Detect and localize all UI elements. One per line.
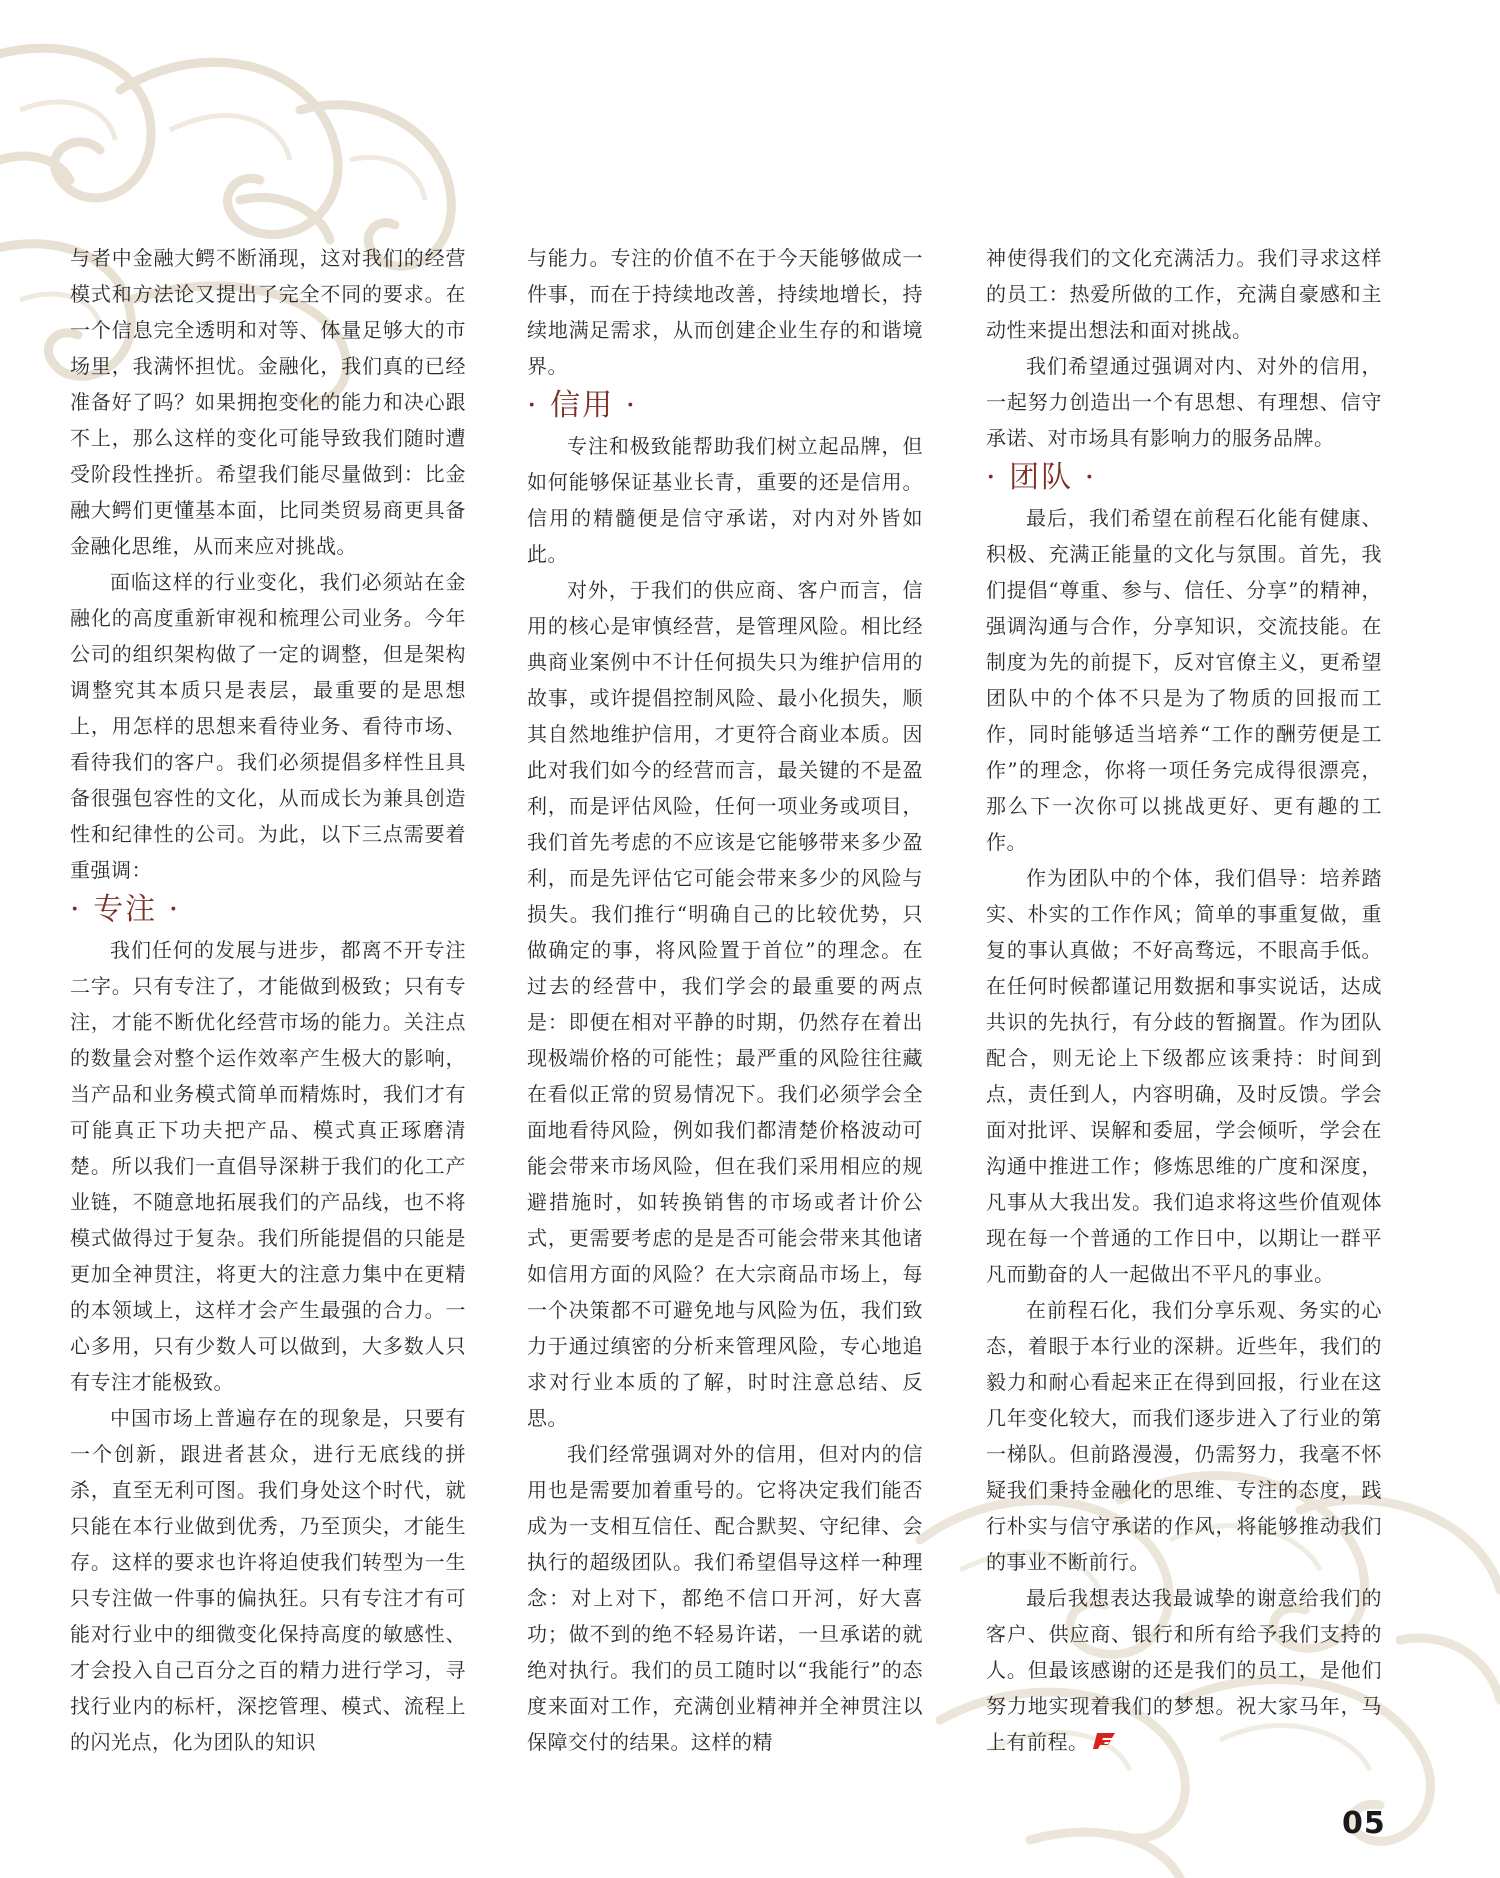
heading-dot: ·	[168, 892, 181, 927]
paragraph: 在前程石化，我们分享乐观、务实的心态，着眼于本行业的深耕。近些年，我们的毅力和耐心看起来正在得到回报，行业在这几年变化较大，而我们逐步进入了行业的第一梯队。但前路漫漫，仍需努力，我毫不怀疑我们秉持金融化的思维、专注的态度，践行朴实与信守承诺的作风，将能够推动我们的事业不断前行。	[986, 1298, 1382, 1574]
paragraph-closing	[986, 1580, 1382, 1760]
section-heading-text: 专注	[93, 892, 158, 927]
closing-text: 最后我想表达我最诚挚的谢意给我们的客户、供应商、银行和所有给予我们支持的人。但最该感谢的还是我们的员工，是他们努力地实现着我们的梦想。祝大家马年，马上有前程。	[986, 1586, 1382, 1754]
paragraph: 对外，于我们的供应商、客户而言，信用的核心是审慎经营，是管理风险。相比经典商业案例中不计任何损失只为维护信用的故事，或许提倡控制风险、最小化损失，顺其自然地维护信用，才更符合商业本质。因此对我们如今的经营而言，最关键的不是盈利，而是评估风险，任何一项业务或项目，我们首先考虑的不应该是它能够带来多少盈利，而是先评估它可能会带来多少的风险与损失。我们推行“明确自己的比较优势，只做确定的事，将风险置于首位”的理念。在过去的经营中，我们学会的最重要的两点是：即便在相对平静的时期，仍然存在着出现极端价格的可能性；最严重的风险往往藏在看似正常的贸易情况下。我们必须学会全面地看待风险，例如我们都清楚价格波动可能会带来市场风险，但在我们采用相应的规避措施时，如转换销售的市场或者计价公式，更需要考虑的是是否可能会带来其他诸如信用方面的风险？在大宗商品市场上，每一个决策都不可避免地与风险为伍，我们致力于通过缜密的分析来管理风险，专心地追求对行业本质的了解，时时注意总结、反思。	[527, 578, 923, 1430]
page-number: 05	[1342, 1806, 1386, 1841]
article-column-3	[986, 240, 1382, 1760]
paragraph: 作为团队中的个体，我们倡导：培养踏实、朴实的工作作风；简单的事重复做，重复的事认真做；不好高骛远，不眼高手低。在任何时候都谨记用数据和事实说话，达成共识的先执行，有分歧的暂搁置。作为团队配合，则无论上下级都应该秉持：时间到点，责任到人，内容明确，及时反馈。学会面对批评、误解和委屈，学会倾听，学会在沟通中推进工作；修炼思维的广度和深度，凡事从大我出发。我们追求将这些价值观体现在每一个普通的工作日中，以期让一群平凡而勤奋的人一起做出不平凡的事业。	[986, 866, 1382, 1286]
section-heading-text: 信用	[550, 388, 615, 423]
heading-dot: ·	[986, 460, 998, 495]
heading-dot: ·	[625, 388, 638, 423]
section-heading-text: 团队	[1009, 460, 1074, 495]
article-column-1	[70, 240, 466, 1760]
paragraph: 神使得我们的文化充满活力。我们寻求这样的员工：热爱所做的工作，充满自豪感和主动性来提出想法和面对挑战。	[986, 246, 1382, 342]
heading-dot: ·	[1084, 460, 1097, 495]
paragraph: 最后，我们希望在前程石化能有健康、积极、充满正能量的文化与氛围。首先，我们提倡“尊重、参与、信任、分享”的精神，强调沟通与合作，分享知识，交流技能。在制度为先的前提下，反对官僚主义，更希望团队中的个体不只是为了物质的回报而工作，同时能够适当培养“工作的酬劳便是工作”的理念，你将一项任务完成得很漂亮，那么下一次你可以挑战更好、更有趣的工作。	[986, 506, 1382, 854]
paragraph: 我们经常强调对外的信用，但对内的信用也是需要加着重号的。它将决定我们能否成为一支相互信任、配合默契、守纪律、会执行的超级团队。我们希望倡导这样一种理念：对上对下，都绝不信口开河，好大喜功；做不到的绝不轻易许诺，一旦承诺的就绝对执行。我们的员工随时以“我能行”的态度来面对工作，充满创业精神并全神贯注以保障交付的结果。这样的精	[527, 1442, 923, 1754]
heading-dot: ·	[527, 388, 539, 423]
paragraph: 专注和极致能帮助我们树立起品牌，但如何能够保证基业长青，重要的还是信用。信用的精髓便是信守承诺，对内对外皆如此。	[527, 434, 923, 566]
paragraph: 与能力。专注的价值不在于今天能够做成一件事，而在于持续地改善，持续地增长，持续地满足需求，从而创建企业生存的和谐境界。	[527, 246, 923, 378]
heading-dot: ·	[70, 892, 82, 927]
paragraph: 我们希望通过强调对内、对外的信用，一起努力创造出一个有思想、有理想、信守承诺、对市场具有影响力的服务品牌。	[986, 354, 1382, 450]
paragraph: 面临这样的行业变化，我们必须站在金融化的高度重新审视和梳理公司业务。今年公司的组织架构做了一定的调整，但是架构调整究其本质只是表层，最重要的是思想上，用怎样的思想来看待业务、看待市场、看待我们的客户。我们必须提倡多样性且具备很强包容性的文化，从而成长为兼具创造性和纪律性的公司。为此，以下三点需要着重强调：	[70, 570, 466, 882]
paragraph: 我们任何的发展与进步，都离不开专注二字。只有专注了，才能做到极致；只有专注，才能不断优化经营市场的能力。关注点的数量会对整个运作效率产生极大的影响，当产品和业务模式简单而精炼时，我们才有可能真正下功夫把产品、模式真正琢磨清楚。所以我们一直倡导深耕于我们的化工产业链，不随意地拓展我们的产品线，也不将模式做得过于复杂。我们所能提倡的只能是更加全神贯注，将更大的注意力集中在更精的本领域上，这样才会产生最强的合力。一心多用，只有少数人可以做到，大多数人只有专注才能极致。	[70, 938, 466, 1394]
paragraph: 中国市场上普遍存在的现象是，只要有一个创新，跟进者甚众，进行无底线的拼杀，直至无利可图。我们身处这个时代，就只能在本行业做到优秀，乃至顶尖，才能生存。这样的要求也许将迫使我们转型为一生只专注做一件事的偏执狂。只有专注才有可能对行业中的细微变化保持高度的敏感性、才会投入自己百分之百的精力进行学习，寻找行业内的标杆，深挖管理、模式、流程上的闪光点，化为团队的知识	[70, 1406, 466, 1754]
section-heading-credit	[527, 386, 923, 426]
section-heading-focus	[70, 890, 466, 930]
company-logo-icon	[1093, 1731, 1117, 1751]
paragraph: 与者中金融大鳄不断涌现，这对我们的经营模式和方法论又提出了完全不同的要求。在一个信息完全透明和对等、体量足够大的市场里，我满怀担忧。金融化，我们真的已经准备好了吗？如果拥抱变化的能力和决心跟不上，那么这样的变化可能导致我们随时遭受阶段性挫折。希望我们能尽量做到：比金融大鳄们更懂基本面，比同类贸易商更具备金融化思维，从而来应对挑战。	[70, 246, 466, 558]
article-column-2	[527, 240, 923, 1760]
section-heading-team	[986, 458, 1382, 498]
